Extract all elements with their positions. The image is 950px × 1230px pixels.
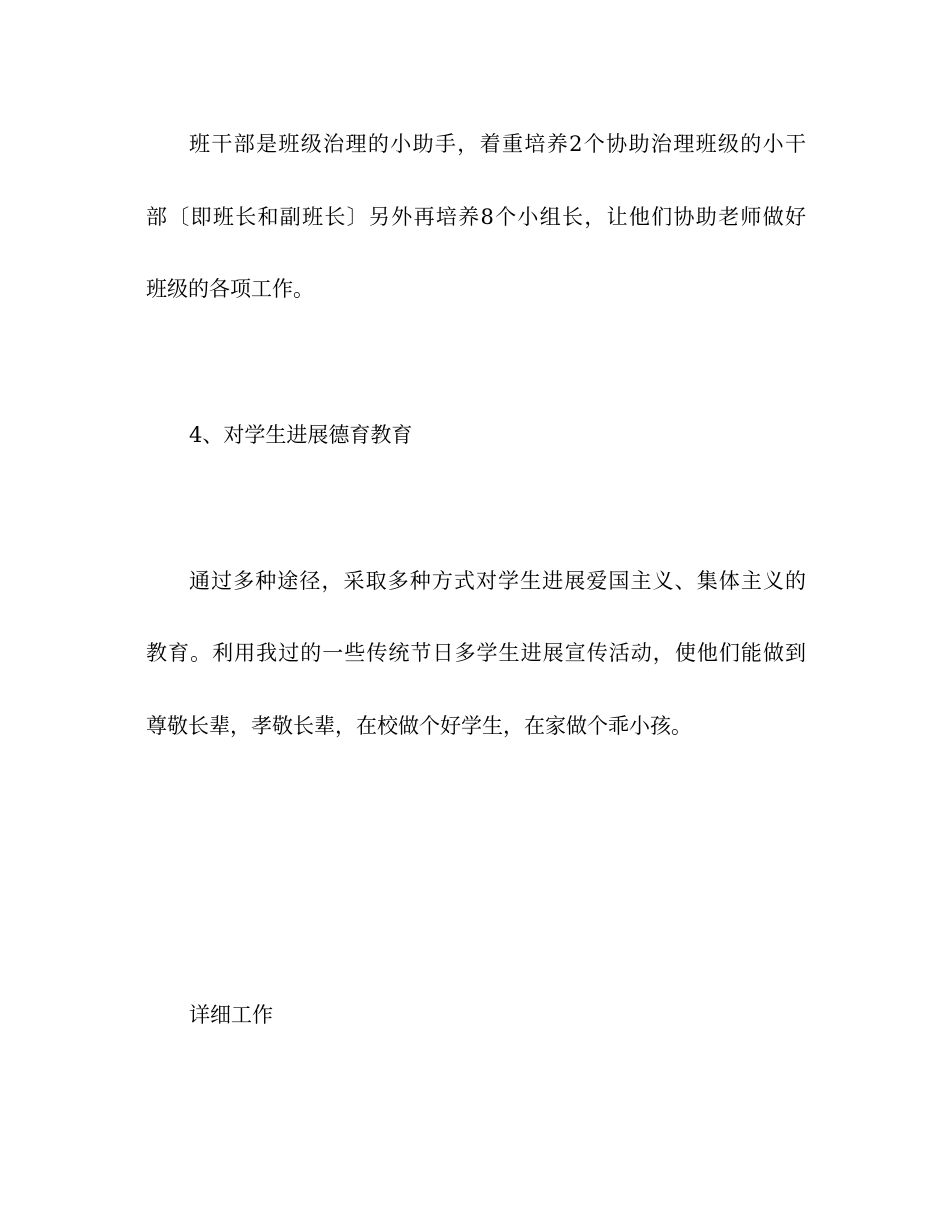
paragraph-2-line-2: 教育。利用我过的一些传统节日多学生进展宣传活动，使他们能做到	[146, 641, 806, 665]
paragraph-1-line-1: 班干部是班级治理的小助手，着重培养2个协助治理班级的小干	[189, 132, 806, 156]
section-heading-detail: 详细工作	[189, 1003, 273, 1027]
section-heading-4: 4、对学生进展德育教育	[189, 423, 413, 447]
paragraph-2-line-3: 尊敬长辈，孝敬长辈，在校做个好学生，在家做个乖小孩。	[146, 714, 692, 738]
paragraph-1-line-3: 班级的各项工作。	[146, 277, 314, 301]
paragraph-2-line-1: 通过多种途径，采取多种方式对学生进展爱国主义、集体主义的	[189, 569, 806, 593]
paragraph-1-line-2: 部〔即班长和副班长〕另外再培养8个小组长，让他们协助老师做好	[146, 205, 806, 229]
